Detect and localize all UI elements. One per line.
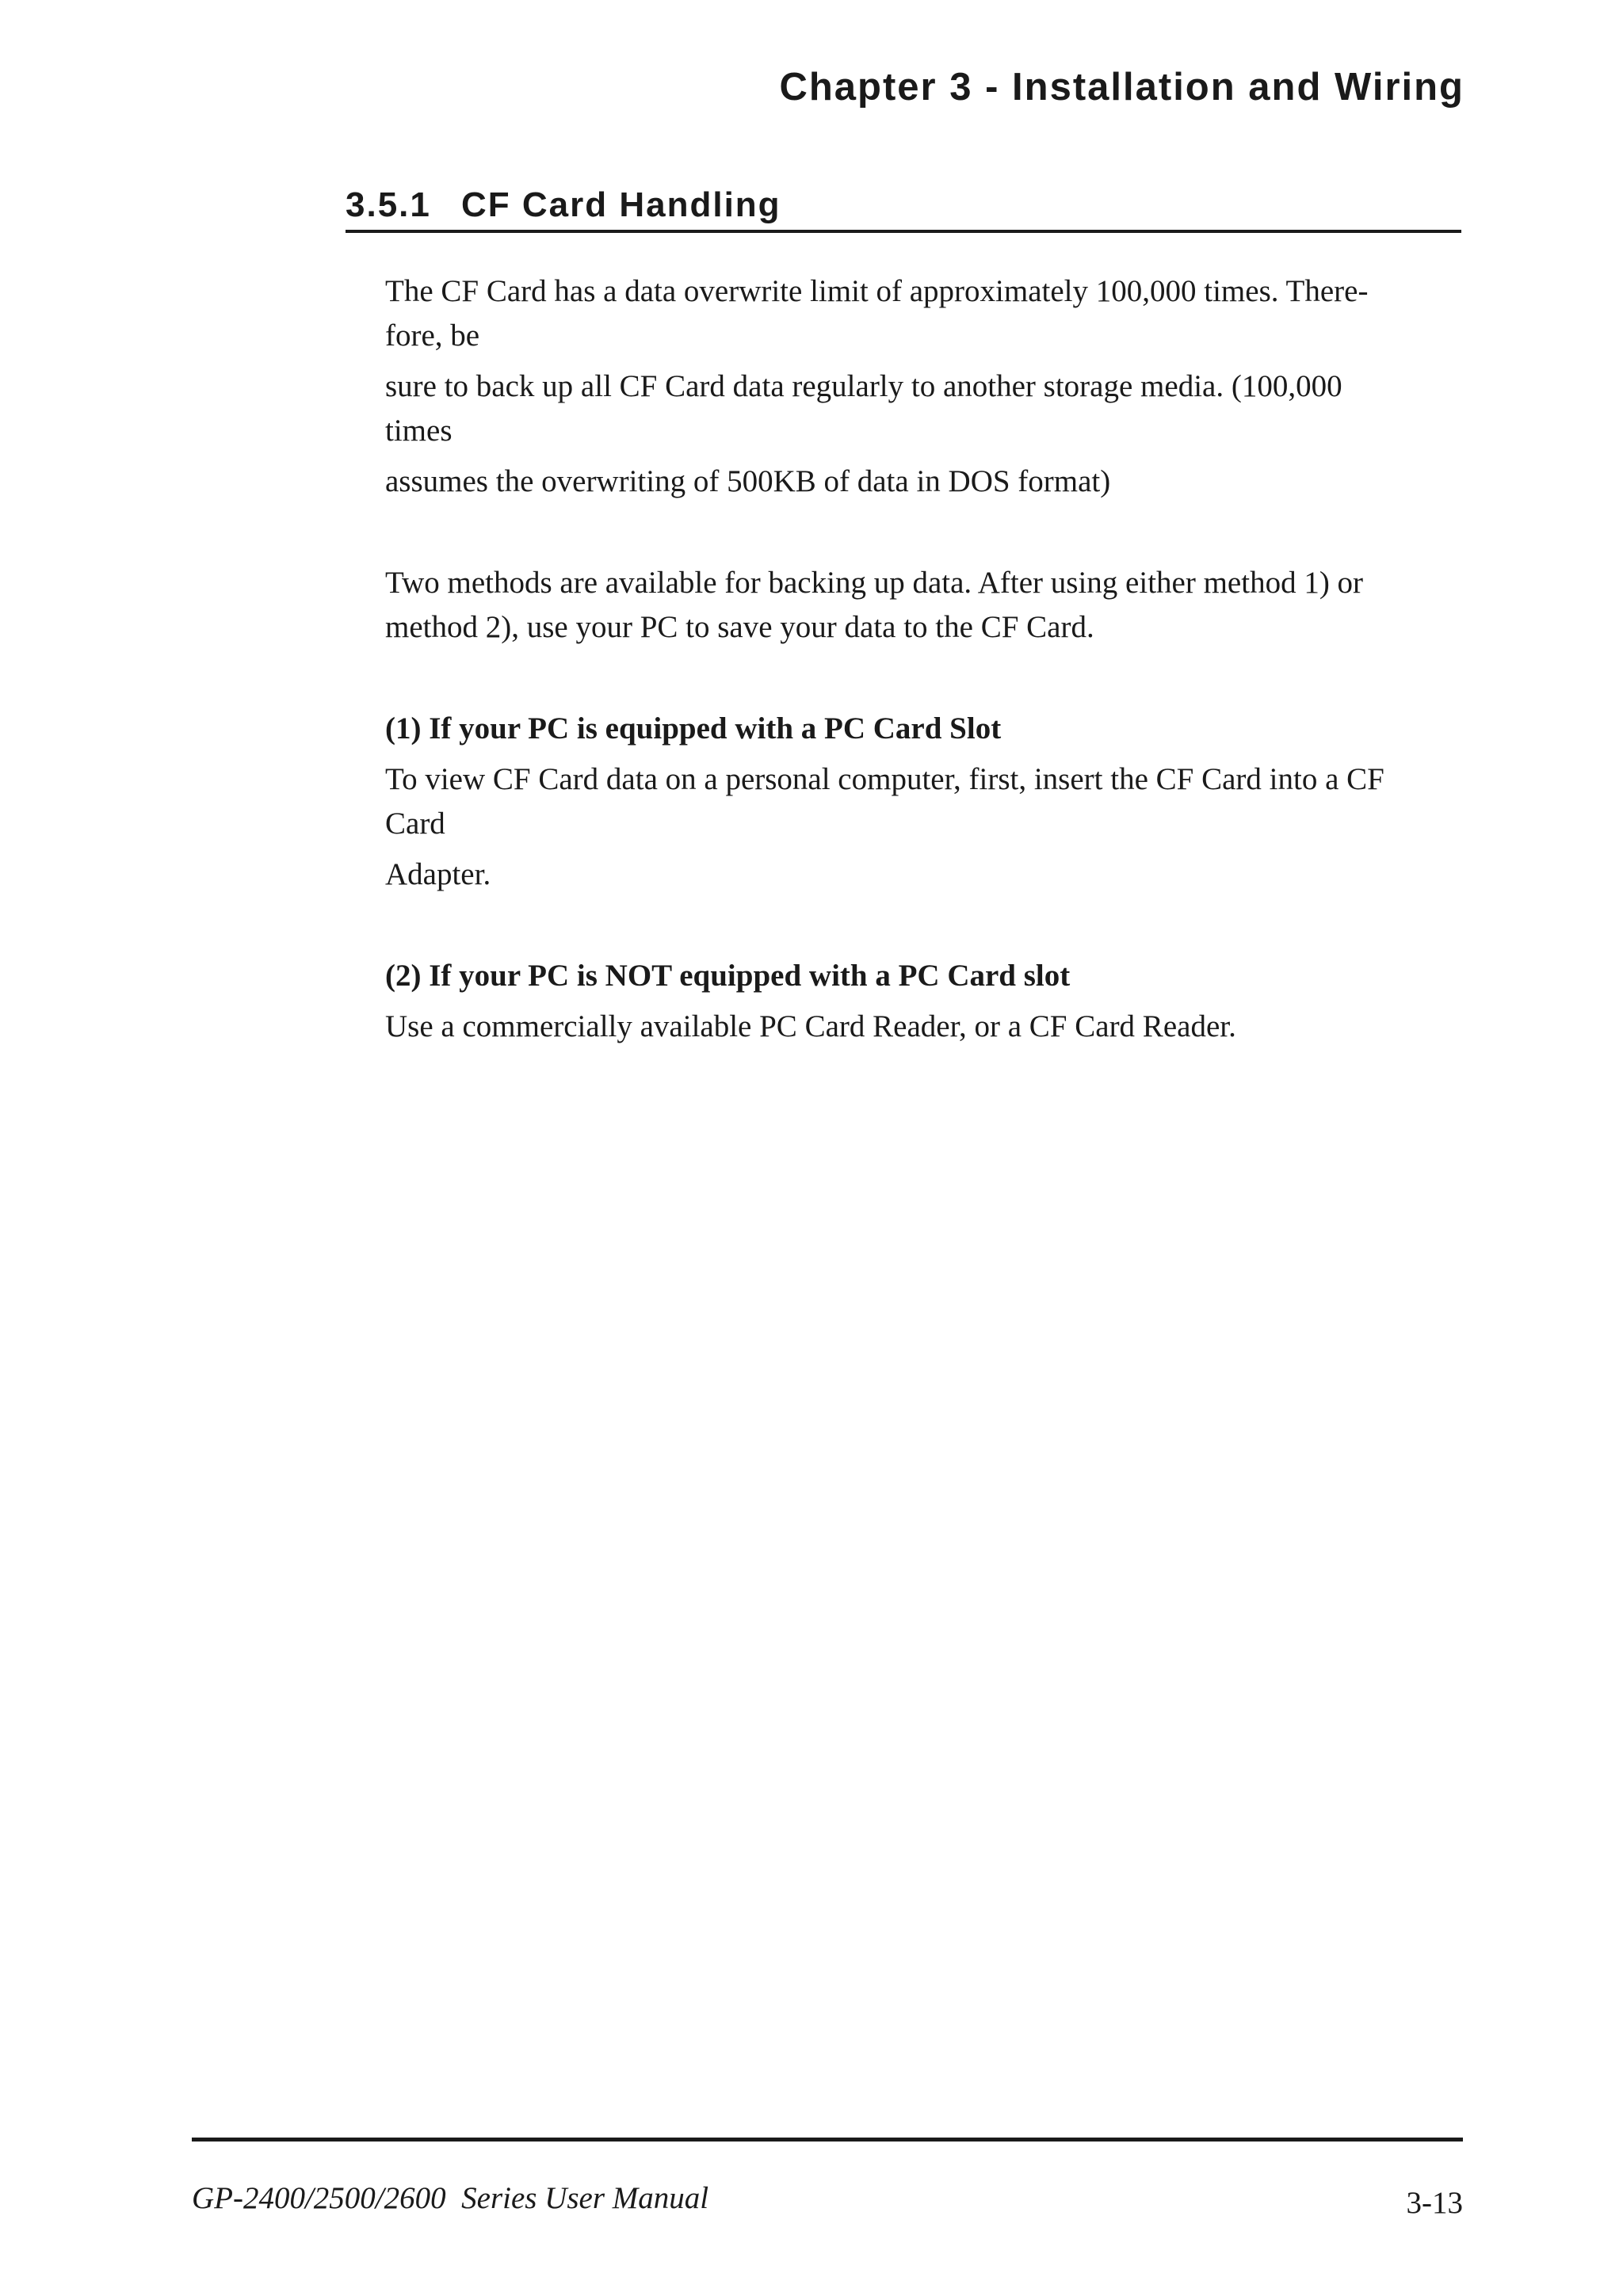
footer-page-number: 3-13 xyxy=(1406,2186,1463,2220)
method-2-heading: (2) If your PC is NOT equipped with a PC Card slot xyxy=(385,959,1071,993)
text-line: times xyxy=(385,414,453,448)
chapter-header: Chapter 3 - Installation and Wiring xyxy=(779,66,1465,109)
text-line: assumes the overwriting of 500KB of data in DOS format) xyxy=(385,464,1111,498)
text-line: Use a commercially available PC Card Reader, or a CF Card Reader. xyxy=(385,1009,1236,1043)
method-1-section xyxy=(385,707,1463,897)
text-line: To view CF Card data on a personal computer, first, insert the CF Card into a CF xyxy=(385,762,1384,796)
text-line: fore, be xyxy=(385,318,480,353)
text-line: Card xyxy=(385,807,445,841)
section-heading xyxy=(346,184,1461,233)
text-line: sure to back up all CF Card data regularly to another storage media. (100,000 xyxy=(385,369,1342,403)
text-line: method 2), use your PC to save your data to the CF Card. xyxy=(385,610,1094,644)
text-line: The CF Card has a data overwrite limit of approximately 100,000 times. There- xyxy=(385,274,1369,308)
footer-manual-title: GP-2400/2500/2600 Series User Manual xyxy=(192,2181,709,2215)
section-number: 3.5.1 xyxy=(346,185,431,224)
method-2-section xyxy=(385,954,1463,1049)
method-1-heading: (1) If your PC is equipped with a PC Card Slot xyxy=(385,711,1002,746)
footer-divider xyxy=(192,2138,1463,2142)
paragraph-overwrite-limit xyxy=(385,269,1463,504)
text-line: Adapter. xyxy=(385,857,491,891)
text-line: Two methods are available for backing up data. After using either method 1) or xyxy=(385,566,1364,600)
paragraph-backup-methods xyxy=(385,561,1463,650)
section-title: CF Card Handling xyxy=(461,185,781,224)
